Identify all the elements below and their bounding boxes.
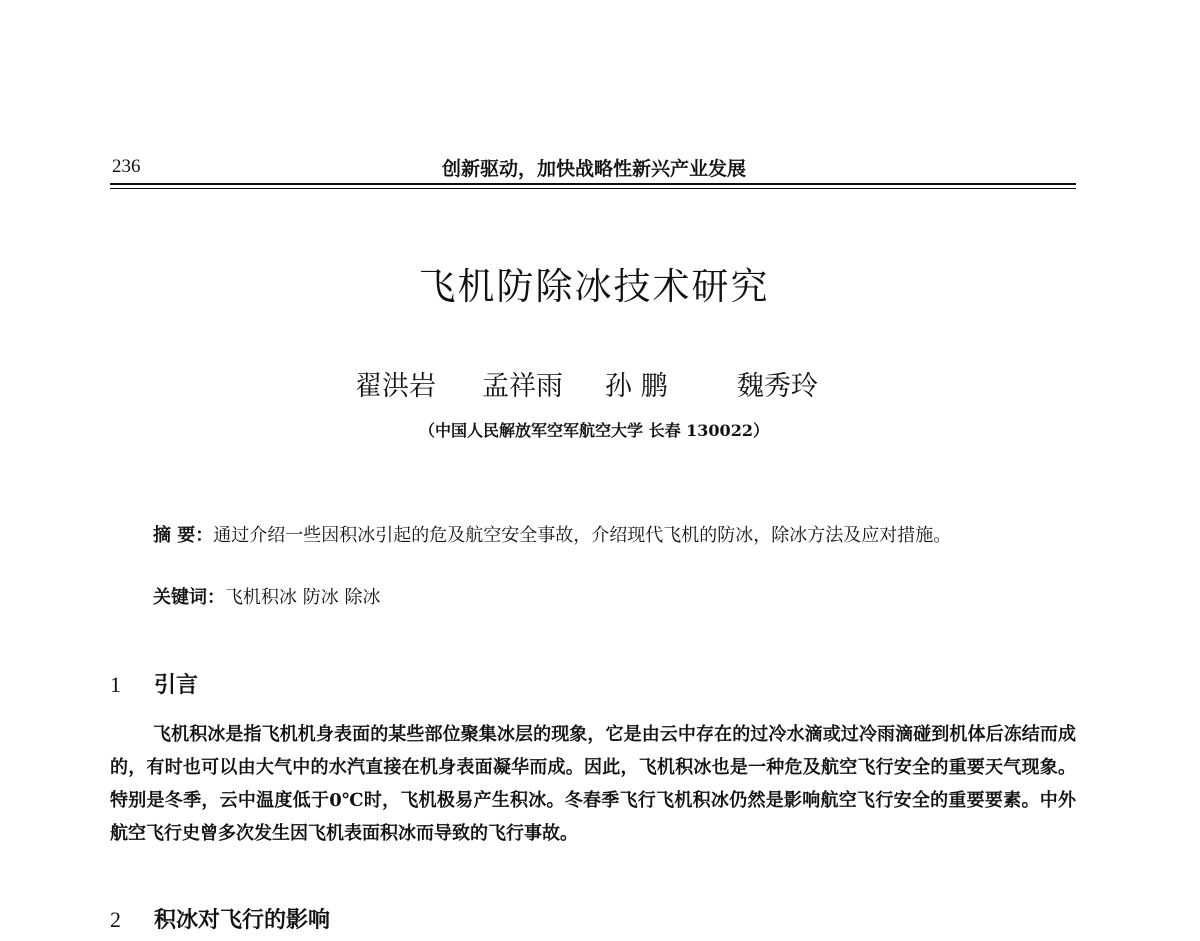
- keywords-text: 飞机积冰 防冰 除冰: [225, 587, 381, 608]
- author-name: 翟洪岩: [355, 371, 436, 402]
- header-rule-thick: [110, 183, 1076, 185]
- keywords: [153, 583, 380, 609]
- abstract: [110, 518, 1076, 554]
- section-number: 1: [110, 672, 121, 697]
- page-number: 236: [112, 156, 141, 177]
- affiliation: （中国人民解放军空军航空大学 长春 130022）: [419, 421, 769, 440]
- section-heading-introduction: [110, 668, 198, 699]
- author-name: 孟祥雨: [482, 371, 563, 402]
- section-title: 积冰对飞行的影响: [154, 907, 331, 933]
- header-rule-thin: [110, 188, 1076, 189]
- keywords-label: 关键词：: [153, 587, 225, 608]
- section-number: 2: [110, 907, 121, 932]
- running-title: 创新驱动，加快战略性新兴产业发展: [441, 158, 746, 180]
- section-heading-icing-effects: [110, 903, 330, 934]
- author-name: 孙 鹏: [605, 371, 668, 402]
- author-name: 魏秀玲: [737, 371, 818, 402]
- article-title: 飞机防除冰技术研究: [418, 265, 770, 308]
- introduction-paragraph: 飞机积冰是指飞机机身表面的某些部位聚集冰层的现象，它是由云中存在的过冷水滴或过冷雨滴碰到机体后冻结而成的，有时也可以由大气中的水汽直接在机身表面凝华而成。因此，飞机积冰也是一种危及航空飞行安全的重要天气现象。特别是冬季，云中温度低于0℃时，飞机极易产生积冰。冬春季飞行飞机积冰仍然是影响航空飞行安全的重要要素。中外航空飞行史曾多次发生因飞机表面积冰而导致的飞行事故。: [110, 724, 1076, 844]
- abstract-text: 通过介绍一些因积冰引起的危及航空安全事故，介绍现代飞机的防冰，除冰方法及应对措施。: [213, 525, 952, 546]
- abstract-label: 摘 要：: [153, 525, 214, 546]
- section-title: 引言: [154, 672, 199, 698]
